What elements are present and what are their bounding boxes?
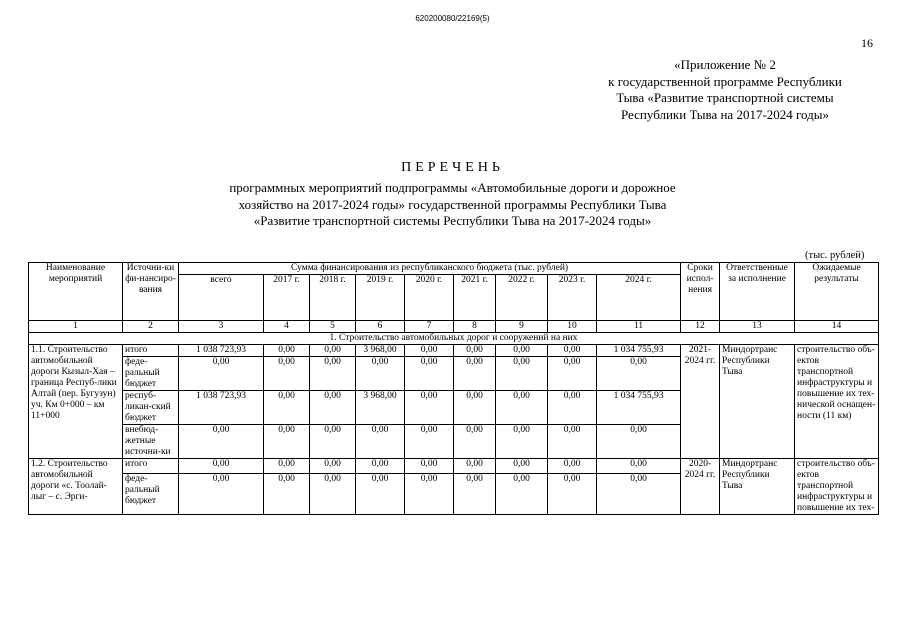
- value-cell: 0,00: [264, 345, 310, 357]
- value-cell: 0,00: [454, 345, 496, 357]
- column-number: 6: [356, 321, 405, 333]
- value-cell: 0,00: [597, 473, 681, 514]
- header-year: 2022 г.: [496, 275, 548, 321]
- header-results: Ожидаемые результаты: [795, 263, 879, 321]
- column-number: 9: [496, 321, 548, 333]
- value-cell: 1 034 755,93: [597, 391, 681, 425]
- header-responsible: Ответственные за исполнение: [720, 263, 795, 321]
- section-row: [29, 333, 879, 345]
- document-title: ПЕРЕЧЕНЬ: [401, 160, 504, 175]
- value-cell: 0,00: [548, 357, 597, 391]
- header-name: Наименование мероприятий: [29, 263, 123, 321]
- item-name: 1.2. Строительство автомобильной дороги «с. Тоолай-лыг – с. Эрги-: [29, 459, 123, 515]
- value-cell: 0,00: [454, 459, 496, 474]
- result-cell: строительство объ-ектов транспортной инфраструктуры и повышение их тех-нической оснащен-ности (11 км): [795, 345, 879, 459]
- column-number: 5: [310, 321, 356, 333]
- table-row: [29, 345, 879, 357]
- appendix-header: [585, 57, 865, 123]
- column-number: 12: [681, 321, 720, 333]
- header-deadline: Сроки испол-нения: [681, 263, 720, 321]
- value-cell: 0,00: [179, 357, 264, 391]
- value-cell: 0,00: [310, 425, 356, 459]
- source-cell: феде-ральный бюджет: [123, 473, 179, 514]
- subtitle-line: «Развитие транспортной системы Республики Тыва на 2017-2024 годы»: [253, 213, 652, 228]
- subtitle-line: программных мероприятий подпрограммы «Автомобильные дороги и дорожное: [229, 180, 676, 195]
- value-cell: 0,00: [548, 459, 597, 474]
- value-cell: 0,00: [264, 357, 310, 391]
- value-cell: 0,00: [454, 391, 496, 425]
- value-cell: 0,00: [179, 473, 264, 514]
- appendix-line: Тыва «Развитие транспортной системы: [616, 90, 834, 105]
- value-cell: 1 034 755,93: [597, 345, 681, 357]
- responsible-cell: Миндортранс Республики Тыва: [720, 459, 795, 515]
- value-cell: 0,00: [179, 459, 264, 474]
- header-total: всего: [179, 275, 264, 321]
- value-cell: 0,00: [356, 459, 405, 474]
- header-year: 2023 г.: [548, 275, 597, 321]
- value-cell: 0,00: [597, 425, 681, 459]
- appendix-line: к государственной программе Республики: [608, 73, 842, 89]
- header-year: 2019 г.: [356, 275, 405, 321]
- header-year: 2017 г.: [264, 275, 310, 321]
- value-cell: 0,00: [454, 425, 496, 459]
- column-number: 14: [795, 321, 879, 333]
- value-cell: 0,00: [454, 357, 496, 391]
- source-cell: итого: [123, 345, 179, 357]
- header-sum-group: Сумма финансирования из республиканского бюджета (тыс. рублей): [179, 263, 681, 275]
- value-cell: 0,00: [548, 425, 597, 459]
- column-number: 8: [454, 321, 496, 333]
- source-cell: итого: [123, 459, 179, 474]
- header-row: [29, 263, 879, 275]
- header-year: 2024 г.: [597, 275, 681, 321]
- result-cell: строительство объ-ектов транспортной инфраструктуры и повышение их тех-: [795, 459, 879, 515]
- value-cell: 0,00: [264, 459, 310, 474]
- column-number: 3: [179, 321, 264, 333]
- source-cell: респуб-ликан-ский бюджет: [123, 391, 179, 425]
- value-cell: 0,00: [597, 459, 681, 474]
- column-number: 4: [264, 321, 310, 333]
- column-number: 13: [720, 321, 795, 333]
- value-cell: 0,00: [264, 473, 310, 514]
- value-cell: 0,00: [405, 425, 454, 459]
- value-cell: 0,00: [496, 459, 548, 474]
- value-cell: 0,00: [356, 425, 405, 459]
- deadline-cell: 2020-2024 гг.: [681, 459, 720, 515]
- value-cell: 0,00: [405, 459, 454, 474]
- column-number: 7: [405, 321, 454, 333]
- value-cell: 3 968,00: [356, 391, 405, 425]
- units-note: (тыс. рублей): [805, 250, 865, 261]
- value-cell: 0,00: [405, 473, 454, 514]
- value-cell: 0,00: [264, 425, 310, 459]
- value-cell: 0,00: [356, 473, 405, 514]
- header-source: Источни-ки фи-нансиро-вания: [123, 263, 179, 321]
- value-cell: 0,00: [405, 357, 454, 391]
- value-cell: 0,00: [496, 473, 548, 514]
- header-year: 2020 г.: [405, 275, 454, 321]
- value-cell: 0,00: [264, 391, 310, 425]
- value-cell: 0,00: [548, 391, 597, 425]
- value-cell: 0,00: [310, 391, 356, 425]
- responsible-cell: Миндортранс Республики Тыва: [720, 345, 795, 459]
- value-cell: 0,00: [310, 345, 356, 357]
- value-cell: 0,00: [548, 473, 597, 514]
- funding-table: [28, 262, 879, 515]
- value-cell: 0,00: [356, 357, 405, 391]
- column-number: 11: [597, 321, 681, 333]
- appendix-line: «Приложение № 2: [674, 57, 776, 72]
- page-number: 16: [861, 36, 873, 50]
- value-cell: 0,00: [405, 345, 454, 357]
- header-year: 2018 г.: [310, 275, 356, 321]
- header-year: 2021 г.: [454, 275, 496, 321]
- appendix-line: Республики Тыва на 2017-2024 годы»: [620, 106, 830, 122]
- value-cell: 0,00: [597, 357, 681, 391]
- column-number: 10: [548, 321, 597, 333]
- subtitle-line: хозяйство на 2017-2024 годы» государственной программы Республики Тыва: [238, 196, 667, 212]
- document-subtitle: [0, 180, 905, 230]
- source-cell: феде-ральный бюджет: [123, 357, 179, 391]
- column-number: 2: [123, 321, 179, 333]
- value-cell: 0,00: [454, 473, 496, 514]
- value-cell: 0,00: [496, 345, 548, 357]
- value-cell: 0,00: [496, 425, 548, 459]
- value-cell: 3 968,00: [356, 345, 405, 357]
- value-cell: 0,00: [496, 391, 548, 425]
- value-cell: 0,00: [179, 425, 264, 459]
- value-cell: 0,00: [310, 357, 356, 391]
- value-cell: 0,00: [496, 357, 548, 391]
- source-cell: внебюд-жетные источни-ки: [123, 425, 179, 459]
- value-cell: 1 038 723,93: [179, 391, 264, 425]
- column-number-row: [29, 321, 879, 333]
- column-number: 1: [29, 321, 123, 333]
- value-cell: 1 038 723,93: [179, 345, 264, 357]
- value-cell: 0,00: [405, 391, 454, 425]
- item-name: 1.1. Строительство автомобильной дороги Кызыл-Хая – граница Респуб-лики Алтай (пер. Бугузун) уч. Км 0+000 – км 11+000: [29, 345, 123, 459]
- value-cell: 0,00: [310, 473, 356, 514]
- value-cell: 0,00: [310, 459, 356, 474]
- section-heading: 1. Строительство автомобильных дорог и сооружений на них: [29, 333, 879, 345]
- value-cell: 0,00: [548, 345, 597, 357]
- document-code: 620200080/22169(5): [415, 14, 490, 23]
- table-row: [29, 459, 879, 474]
- deadline-cell: 2021-2024 гг.: [681, 345, 720, 459]
